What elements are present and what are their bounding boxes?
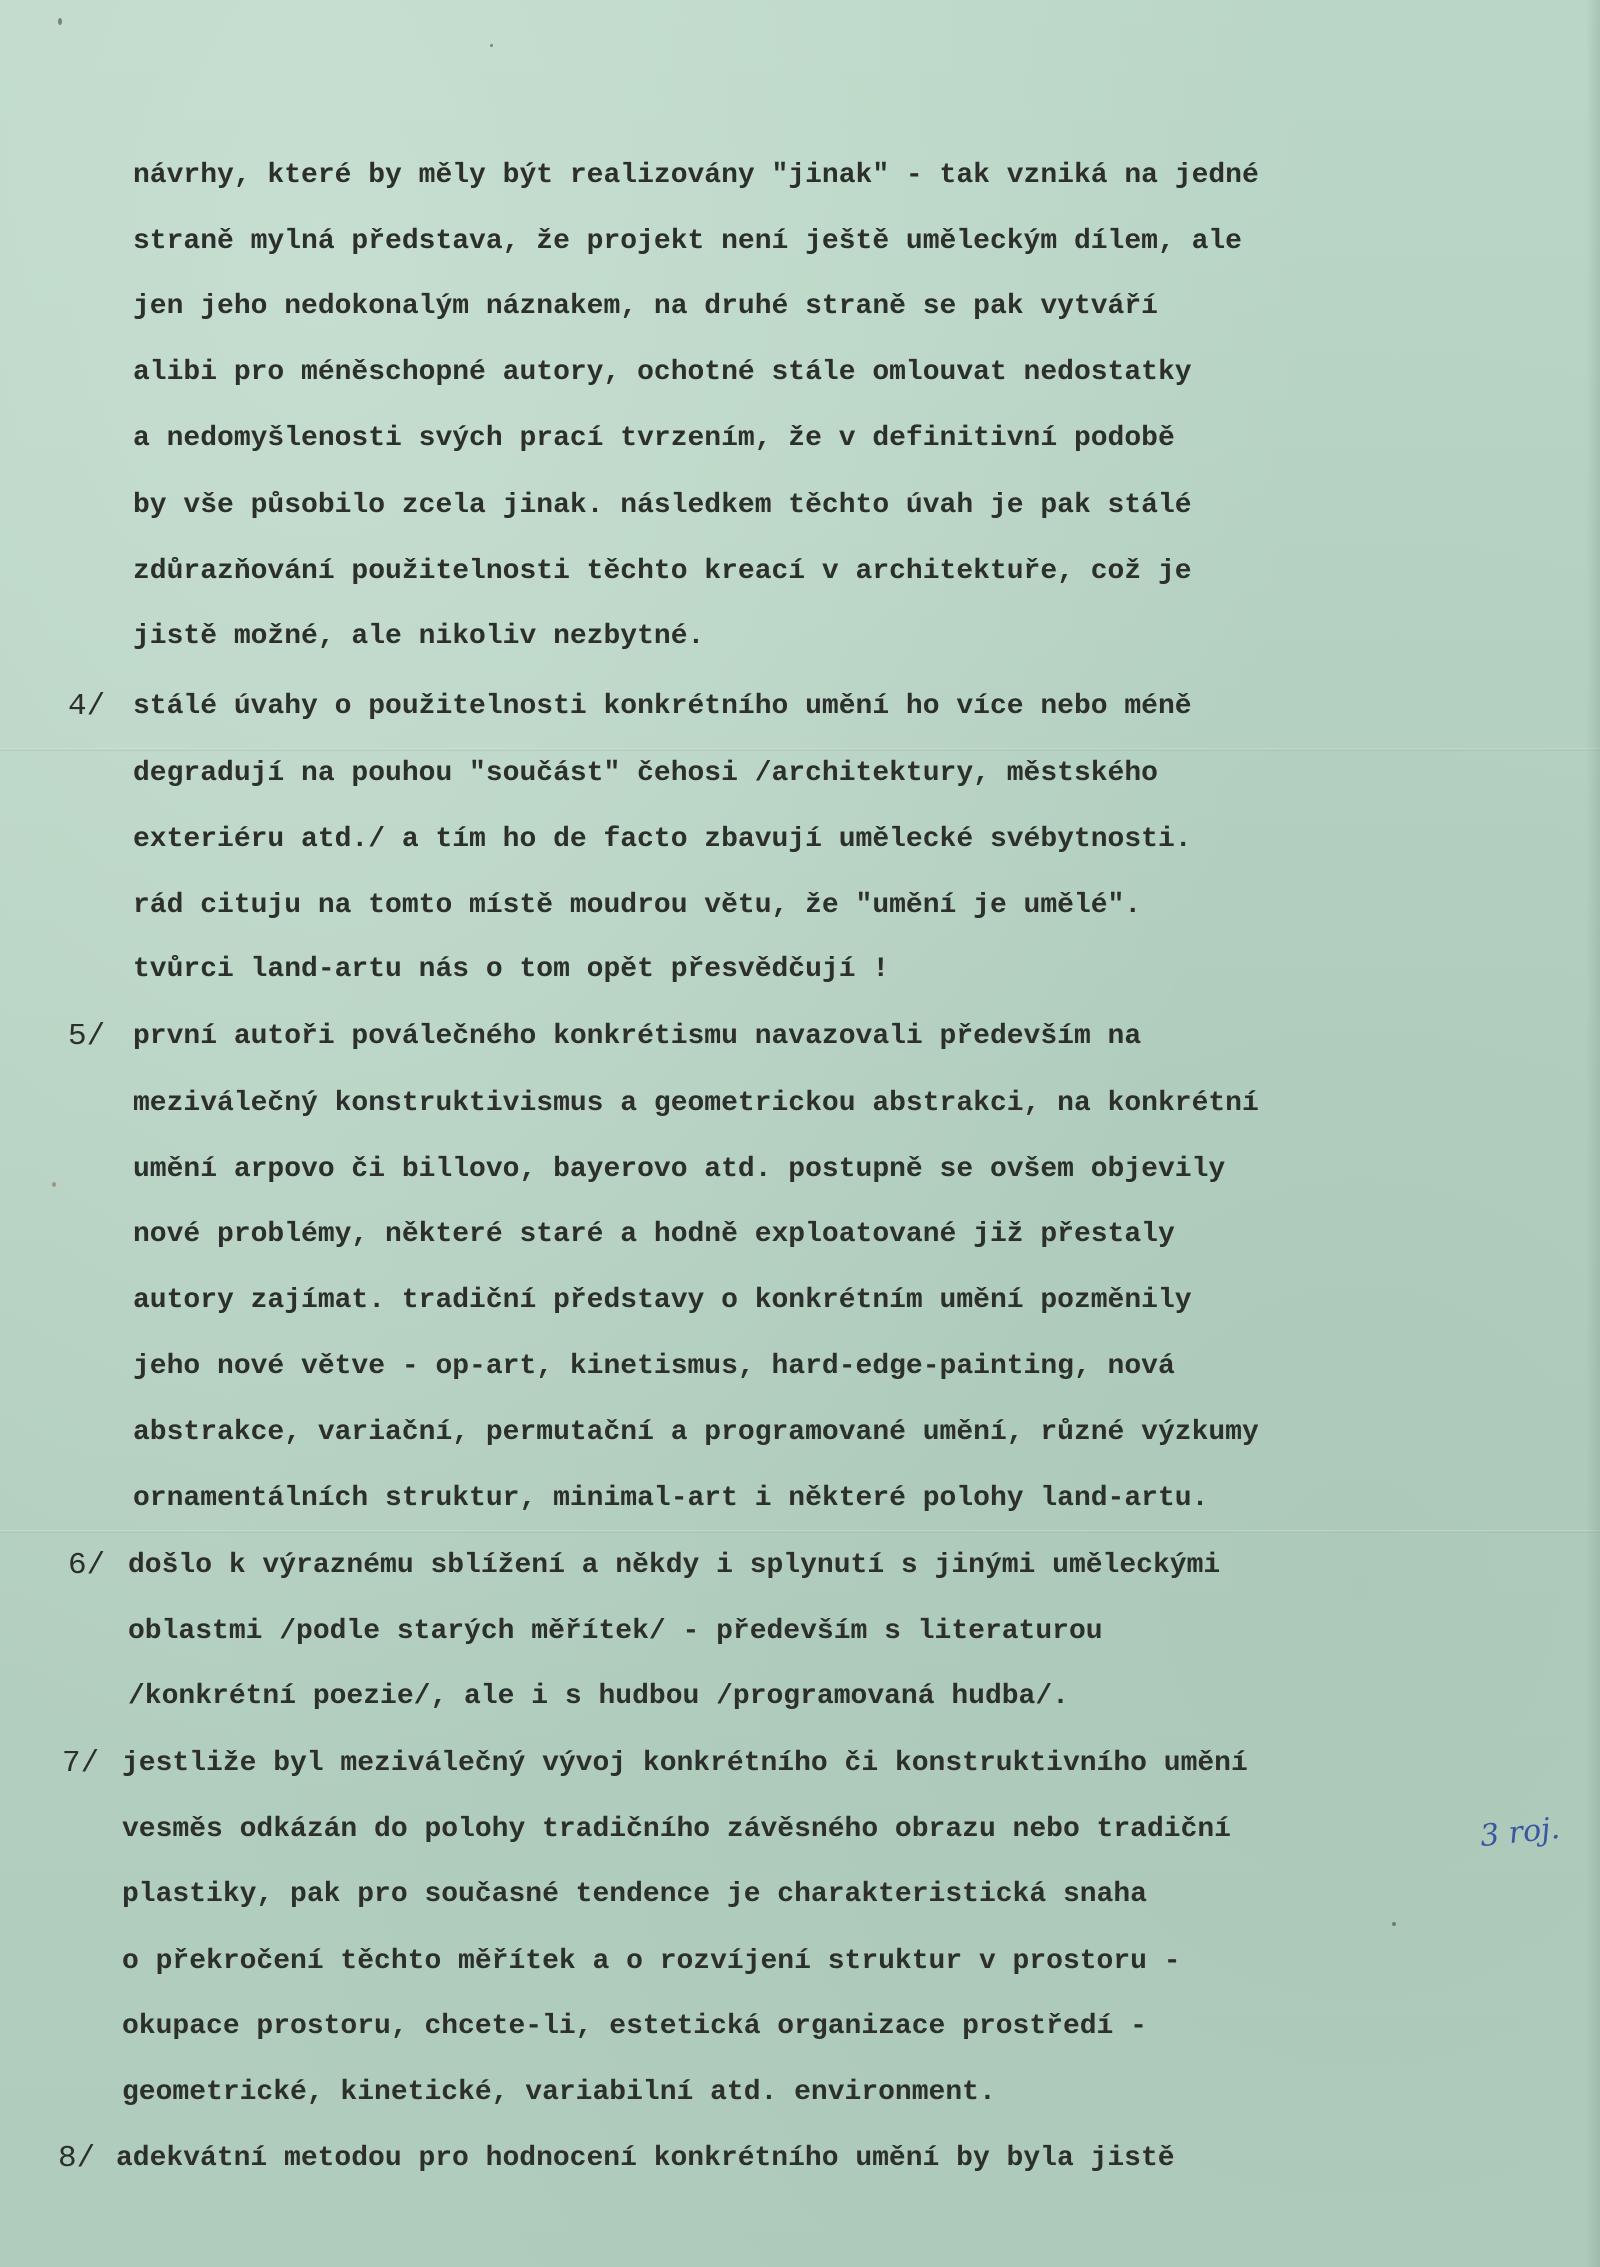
item-number-6: 6/ [68,1548,106,1583]
item-number-7: 7/ [62,1746,100,1781]
text-line: adekvátní metodou pro hodnocení konkrétního umění by byla jistě [116,2143,1175,2174]
text-line: rád cituju na tomto místě moudrou větu, že "umění je umělé". [133,890,1142,921]
item-number-8: 8/ [58,2141,96,2176]
text-line: meziválečný konstruktivismus a geometrickou abstrakci, na konkrétní [133,1088,1259,1119]
paper-fold-line [0,1530,1600,1533]
text-line: plastiky, pak pro současné tendence je charakteristická snaha [122,1879,1147,1910]
text-line: straně mylná představa, že projekt není ještě uměleckým dílem, ale [133,226,1242,257]
item-number-5: 5/ [68,1019,106,1054]
text-line: degradují na pouhou "součást" čehosi /architektury, městského [133,758,1158,789]
paper-speck [1392,1922,1396,1926]
text-line: vesměs odkázán do polohy tradičního závěsného obrazu nebo tradiční [122,1814,1231,1845]
text-line: okupace prostoru, chcete-li, estetická organizace prostředí - [122,2011,1147,2042]
text-line: jestliže byl meziválečný vývoj konkrétního či konstruktivního umění [122,1748,1248,1779]
text-line: zdůrazňování použitelnosti těchto kreací v architektuře, což je [133,556,1192,587]
text-line: jeho nové větve - op-art, kinetismus, hard-edge-painting, nová [133,1351,1175,1382]
text-line: návrhy, které by měly být realizovány "jinak" - tak vzniká na jedné [133,160,1259,191]
handwritten-margin-note: 3 roj. [1478,1810,1562,1855]
text-line: stálé úvahy o použitelnosti konkrétního umění ho více nebo méně [133,691,1192,722]
item-number-4: 4/ [68,689,106,724]
paper-speck [490,44,493,47]
text-line: nové problémy, některé staré a hodně exploatované již přestaly [133,1219,1175,1250]
paper-speck [52,1182,56,1187]
text-line: jen jeho nedokonalým náznakem, na druhé straně se pak vytváří [133,291,1158,322]
text-line: ornamentálních struktur, minimal-art i některé polohy land-artu. [133,1483,1209,1514]
text-line: abstrakce, variační, permutační a programované umění, různé výzkumy [133,1417,1259,1448]
text-line: tvůrci land-artu nás o tom opět přesvědčují ! [133,954,890,985]
text-line: /konkrétní poezie/, ale i s hudbou /programovaná hudba/. [128,1681,1069,1712]
paper-speck [58,18,62,25]
text-line: první autoři poválečného konkrétismu navazovali především na [133,1021,1142,1052]
text-line: autory zajímat. tradiční představy o konkrétním umění pozměnily [133,1285,1192,1316]
text-line: by vše působilo zcela jinak. následkem těchto úvah je pak stálé [133,490,1192,521]
paper-edge-shadow [1586,0,1600,2267]
text-line: exteriéru atd./ a tím ho de facto zbavují umělecké svébytnosti. [133,824,1192,855]
text-line: a nedomyšlenosti svých prací tvrzením, že v definitivní podobě [133,423,1175,454]
paper-fold-line [0,748,1600,751]
text-line: alibi pro méněschopné autory, ochotné stále omlouvat nedostatky [133,357,1192,388]
text-line: geometrické, kinetické, variabilní atd. environment. [122,2077,996,2108]
text-line: o překročení těchto měřítek a o rozvíjení struktur v prostoru - [122,1946,1181,1977]
text-line: došlo k výraznému sblížení a někdy i splynutí s jinými uměleckými [128,1550,1221,1581]
text-line: jistě možné, ale nikoliv nezbytné. [133,621,705,652]
text-line: oblastmi /podle starých měřítek/ - především s literaturou [128,1616,1103,1647]
text-line: umění arpovo či billovo, bayerovo atd. postupně se ovšem objevily [133,1154,1226,1185]
